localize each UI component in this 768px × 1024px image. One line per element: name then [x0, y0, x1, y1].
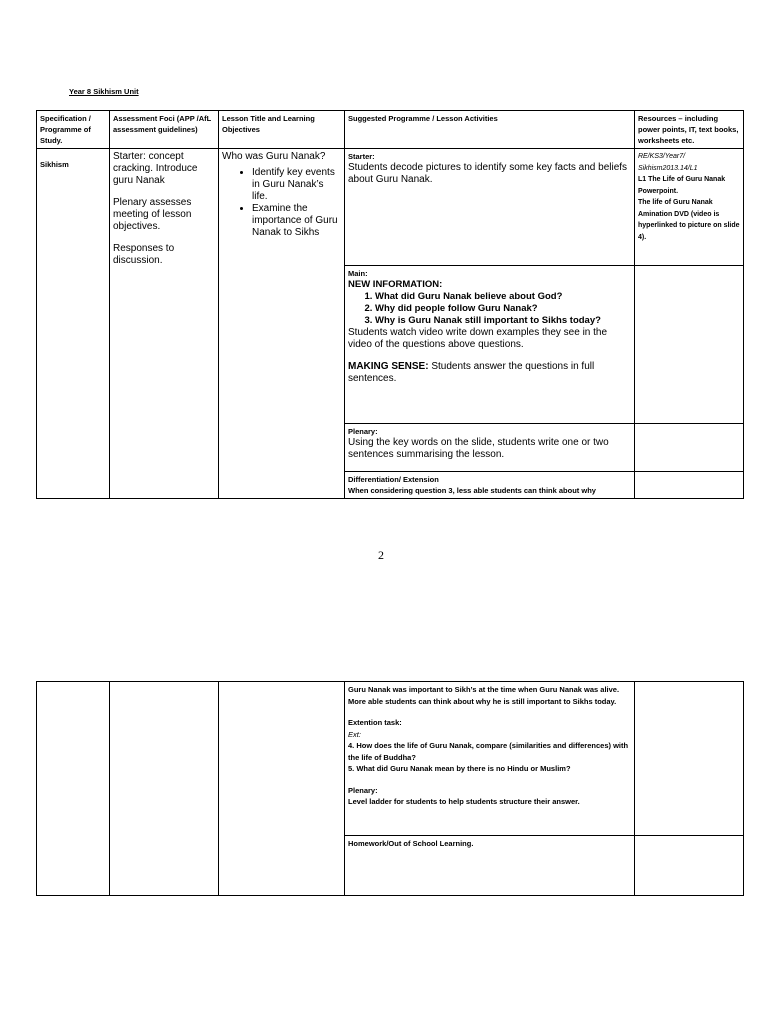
ext-question-5: 5. What did Guru Nanak mean by there is no Hindu or Muslim?: [348, 764, 571, 773]
resources-path: RE/KS3/Year7/ Sikhism2013.14/L1: [638, 153, 698, 172]
lesson-title: Who was Guru Nanak?: [222, 151, 326, 162]
differentiation-cell: [345, 472, 635, 499]
lesson-plan-table-continued: [36, 681, 744, 896]
resources-empty-cell: [635, 266, 744, 424]
lesson-plan-table: [36, 110, 744, 499]
page-number: 2: [378, 548, 384, 562]
plenary2-label: Plenary:: [348, 785, 378, 795]
homework-cell: Homework/Out of School Learning.: [345, 836, 635, 896]
extension-label: Extention task:: [348, 718, 402, 727]
continued-activities-cell: [345, 682, 635, 836]
header-spec: Specification / Programme of Study.: [37, 111, 110, 149]
foci-empty-cell: [110, 682, 219, 896]
question-item: 3. Why is Guru Nanak still important to Sikhs today?: [375, 315, 631, 327]
plenary2-text: Level ladder for students to help students structure their answer.: [348, 797, 580, 806]
resources-empty-cell: [635, 472, 744, 499]
foci-item: Responses to discussion.: [113, 243, 175, 266]
continued-text: Guru Nanak was important to Sikh’s at the time when Guru Nanak was alive. More able students can think about why he is still important to Sikhs today.: [348, 685, 620, 706]
starter-cell: [345, 149, 635, 266]
starter-label: Starter:: [348, 152, 375, 161]
starter-text: Students decode pictures to identify some key facts and beliefs about Guru Nanak.: [348, 162, 628, 185]
objective-item: • Identify key events in Guru Nanak’s life.: [252, 167, 341, 203]
lesson-empty-cell: [219, 682, 345, 896]
plenary-text: Using the key words on the slide, students write one or two sentences summarising the lesson.: [348, 437, 609, 460]
ext-question-4: 4. How does the life of Guru Nanak, compare (similarities and differences) with the life of Buddha?: [348, 741, 629, 762]
header-resources: Resources – including power points, IT, text books, worksheets etc.: [635, 111, 744, 149]
plenary-cell: [345, 424, 635, 472]
ext-label: Ext:: [348, 729, 361, 739]
main-cell: [345, 266, 635, 424]
lesson-cell: [219, 149, 345, 499]
document-title: Year 8 Sikhism Unit: [69, 87, 139, 96]
making-sense-text: Students answer the questions in full sentences.: [348, 361, 595, 384]
spec-cell: Sikhism: [37, 149, 110, 499]
foci-cell: [110, 149, 219, 499]
header-row: [37, 111, 744, 149]
objectives-list: [222, 167, 341, 239]
resources-dvd: The life of Guru Nanak Amination DVD (video is hyperlinked to picture on slide 4).: [638, 199, 740, 241]
resources-empty-cell: [635, 424, 744, 472]
main-label: Main:: [348, 269, 368, 278]
objective-item: • Examine the importance of Guru Nanak to Sikhs: [252, 203, 341, 239]
resources-empty-cell: [635, 682, 744, 836]
making-sense-label: MAKING SENSE:: [348, 361, 429, 372]
watch-text: Students watch video write down examples they see in the video of the questions above questions.: [348, 327, 608, 350]
new-info-label: NEW INFORMATION:: [348, 279, 443, 290]
table-row-starter: [37, 149, 744, 266]
header-foci: Assessment Foci (APP /AfL assessment guidelines): [110, 111, 219, 149]
questions-list: [348, 291, 631, 327]
plenary-label: Plenary:: [348, 427, 378, 436]
differentiation-text: When considering question 3, less able students can think about why: [348, 486, 596, 495]
header-activities: Suggested Programme / Lesson Activities: [345, 111, 635, 149]
question-item: 1. What did Guru Nanak believe about God?: [375, 291, 631, 303]
differentiation-label: Differentiation/ Extension: [348, 475, 439, 484]
question-item: 2. Why did people follow Guru Nanak?: [375, 303, 631, 315]
foci-item: Starter: concept cracking. Introduce guru Nanak: [113, 151, 198, 186]
resources-ppt: L1 The Life of Guru Nanak Powerpoint.: [638, 176, 726, 195]
spec-empty-cell: [37, 682, 110, 896]
foci-item: Plenary assesses meeting of lesson objectives.: [113, 197, 192, 232]
making-sense: [348, 361, 631, 385]
resources-cell: [635, 149, 744, 266]
header-lesson: Lesson Title and Learning Objectives: [219, 111, 345, 149]
resources-empty-cell: [635, 836, 744, 896]
table-row-continued: [37, 682, 744, 836]
